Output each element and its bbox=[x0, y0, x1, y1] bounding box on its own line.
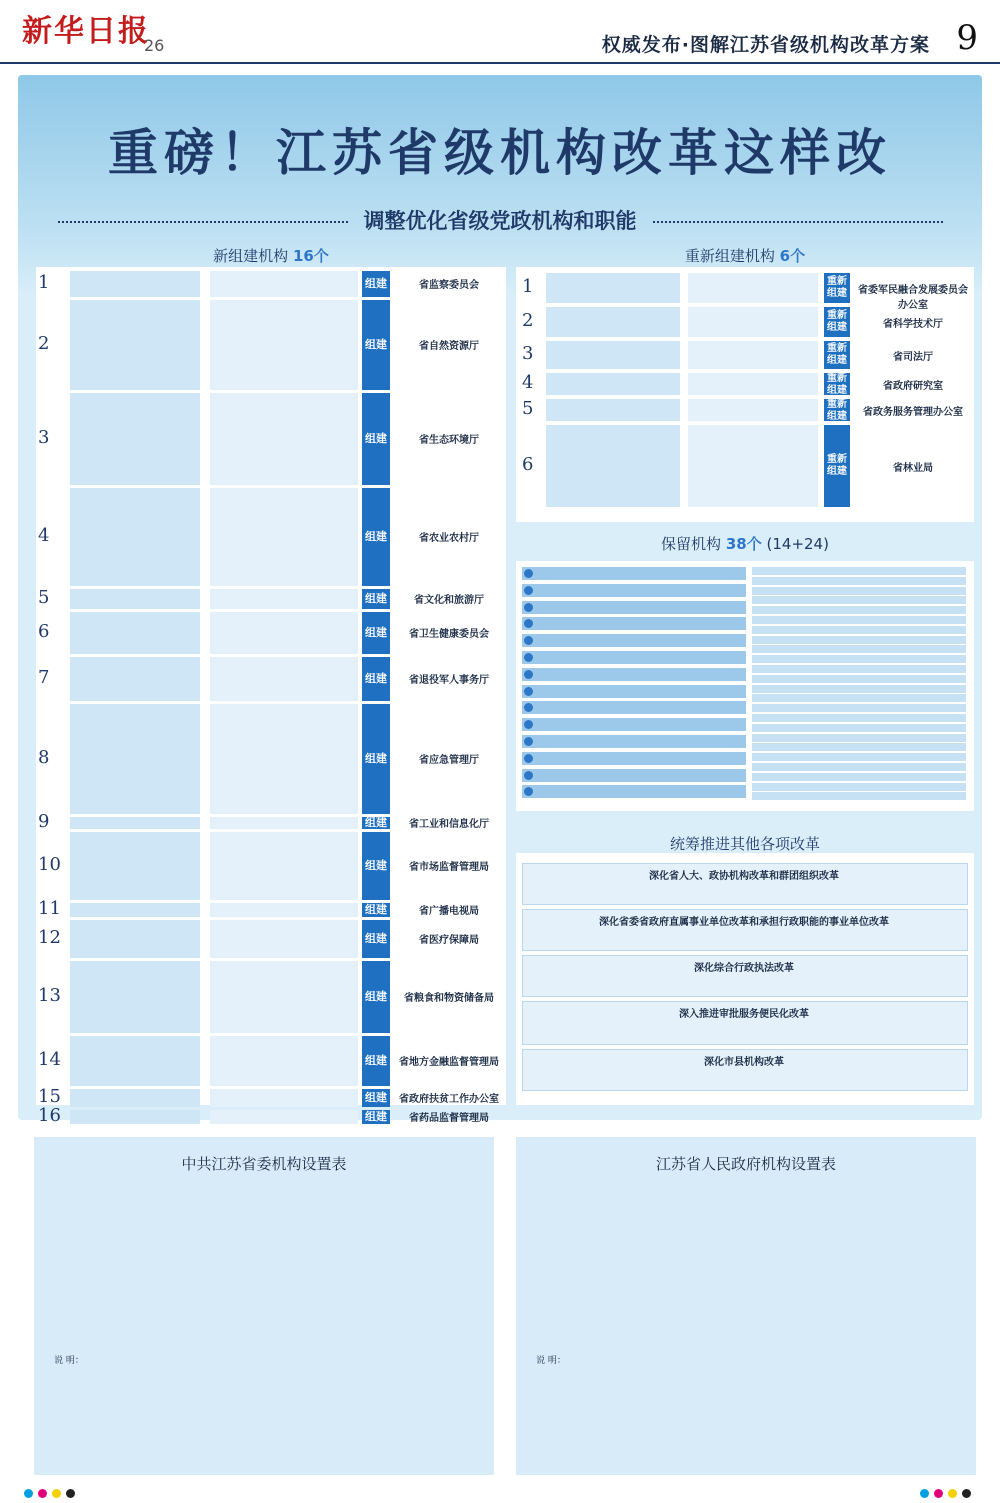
new-row-result: 省政府扶贫工作办公室 bbox=[399, 1094, 499, 1105]
retain-gov-row bbox=[752, 773, 966, 781]
masthead bbox=[0, 0, 1000, 64]
new-row bbox=[70, 393, 200, 485]
new-row-number: 3 bbox=[38, 427, 50, 448]
retain-party-row bbox=[522, 785, 746, 798]
rebuild-row-mid bbox=[688, 273, 818, 303]
rebuild-row-number: 5 bbox=[522, 398, 534, 419]
new-row bbox=[70, 817, 200, 829]
new-row bbox=[70, 300, 200, 390]
new-row-number: 9 bbox=[38, 811, 50, 832]
retain-gov-row bbox=[752, 567, 966, 575]
rebuild-row-result: 省政务服务管理办公室 bbox=[863, 407, 963, 418]
rebuild-row-mid bbox=[688, 307, 818, 337]
new-row-mid bbox=[210, 920, 358, 958]
retain-bullet-icon bbox=[524, 670, 533, 679]
build-tag: 组建 bbox=[362, 961, 390, 1033]
rebuild-tag: 重新组建 bbox=[824, 399, 850, 421]
build-tag: 组建 bbox=[362, 920, 390, 958]
new-row-mid bbox=[210, 488, 358, 586]
rebuild-row-result: 省委军民融合发展委员会办公室 bbox=[858, 285, 968, 311]
newspaper-logo: 新华日报 bbox=[22, 14, 150, 49]
new-row-number: 16 bbox=[38, 1105, 61, 1126]
retain-party-row bbox=[522, 701, 746, 714]
rebuild-tag: 重新组建 bbox=[824, 341, 850, 369]
build-tag: 组建 bbox=[362, 832, 390, 900]
new-row-number: 13 bbox=[38, 985, 61, 1006]
new-row-result: 省农业农村厅 bbox=[419, 533, 479, 544]
new-row-number: 15 bbox=[38, 1086, 61, 1107]
retain-gov-row bbox=[752, 783, 966, 791]
new-row-number: 12 bbox=[38, 927, 61, 948]
issue-day: 26 bbox=[144, 36, 165, 55]
rebuild-tag: 重新组建 bbox=[824, 273, 850, 303]
new-row-number: 4 bbox=[38, 525, 50, 546]
new-row bbox=[70, 920, 200, 958]
build-tag: 组建 bbox=[362, 612, 390, 654]
rebuild-row bbox=[546, 341, 680, 369]
new-col-count: 16个 bbox=[292, 247, 329, 265]
new-row-result: 省退役军人事务厅 bbox=[409, 675, 489, 686]
new-row-mid bbox=[210, 1036, 358, 1086]
other-item-title: 深入推进审批服务便民化改革 bbox=[679, 1009, 809, 1020]
new-row-mid bbox=[210, 393, 358, 485]
retain-party-row bbox=[522, 685, 746, 698]
party-table-title: 中共江苏省委机构设置表 bbox=[181, 1155, 347, 1173]
new-row bbox=[70, 612, 200, 654]
subheading bbox=[18, 205, 982, 235]
retain-bullet-icon bbox=[524, 569, 533, 578]
new-col-label: 新组建机构 bbox=[213, 247, 289, 265]
retain-gov-row bbox=[752, 714, 966, 722]
other-item-title: 深化省人大、政协机构改革和群团组织改革 bbox=[649, 871, 839, 882]
retain-bullet-icon bbox=[524, 687, 533, 696]
retain-party-row bbox=[522, 735, 746, 748]
new-row-mid bbox=[210, 704, 358, 814]
build-tag: 组建 bbox=[362, 1036, 390, 1086]
new-row-result: 省应急管理厅 bbox=[419, 755, 479, 766]
rebuild-row-mid bbox=[688, 399, 818, 421]
new-col-title bbox=[36, 245, 506, 266]
new-row bbox=[70, 832, 200, 900]
new-row-mid bbox=[210, 612, 358, 654]
build-tag: 组建 bbox=[362, 704, 390, 814]
retain-gov-row bbox=[752, 704, 966, 712]
rebuild-tag: 重新组建 bbox=[824, 373, 850, 395]
rebuild-row-number: 2 bbox=[522, 310, 534, 331]
rebuild-col-label: 重新组建机构 bbox=[684, 247, 775, 265]
rebuild-row-mid bbox=[688, 373, 818, 395]
retain-bullet-icon bbox=[524, 737, 533, 746]
build-tag: 组建 bbox=[362, 817, 390, 829]
new-row-number: 2 bbox=[38, 333, 50, 354]
new-row-result: 省生态环境厅 bbox=[419, 435, 479, 446]
new-row-number: 8 bbox=[38, 747, 50, 768]
other-item-title: 深化市县机构改革 bbox=[704, 1057, 784, 1068]
retain-gov-row bbox=[752, 577, 966, 585]
new-row-number: 14 bbox=[38, 1049, 61, 1070]
rebuild-tag: 重新组建 bbox=[824, 425, 850, 507]
retain-gov-row bbox=[752, 743, 966, 751]
rebuild-row-number: 1 bbox=[522, 276, 534, 297]
retain-gov-row bbox=[752, 734, 966, 742]
new-row-mid bbox=[210, 961, 358, 1033]
build-tag: 组建 bbox=[362, 903, 390, 917]
new-list bbox=[36, 267, 506, 1126]
retain-gov-row bbox=[752, 694, 966, 702]
retain-party-row bbox=[522, 634, 746, 647]
new-row-result: 省地方金融监督管理局 bbox=[399, 1057, 499, 1068]
retain-gov-row bbox=[752, 724, 966, 732]
retain-gov-row bbox=[752, 645, 966, 653]
new-row bbox=[70, 488, 200, 586]
build-tag: 组建 bbox=[362, 393, 390, 485]
new-row-result: 省药品监督管理局 bbox=[409, 1113, 489, 1124]
new-row-mid bbox=[210, 1089, 358, 1107]
new-row bbox=[70, 1036, 200, 1086]
retain-title bbox=[516, 533, 974, 554]
retain-bullet-icon bbox=[524, 603, 533, 612]
new-row-result: 省卫生健康委员会 bbox=[409, 629, 489, 640]
new-row-result: 省文化和旅游厅 bbox=[414, 595, 484, 606]
build-tag: 组建 bbox=[362, 300, 390, 390]
rebuild-tag: 重新组建 bbox=[824, 307, 850, 337]
retain-party-row bbox=[522, 567, 746, 580]
new-row-mid bbox=[210, 300, 358, 390]
other-list bbox=[516, 853, 974, 1105]
retain-gov-row bbox=[752, 753, 966, 761]
new-row bbox=[70, 271, 200, 297]
new-row-result: 省市场监督管理局 bbox=[409, 862, 489, 873]
color-dots-right bbox=[920, 1483, 976, 1502]
rebuild-row-number: 4 bbox=[522, 372, 534, 393]
retain-bullet-icon bbox=[524, 653, 533, 662]
retain-gov-row bbox=[752, 665, 966, 673]
build-tag: 组建 bbox=[362, 1110, 390, 1124]
build-tag: 组建 bbox=[362, 1089, 390, 1107]
retain-gov-row bbox=[752, 685, 966, 693]
retain-party-row bbox=[522, 584, 746, 597]
new-row-mid bbox=[210, 589, 358, 609]
new-row-mid bbox=[210, 271, 358, 297]
new-row-number: 10 bbox=[38, 854, 61, 875]
retain-gov-row bbox=[752, 675, 966, 683]
retain-gov-row bbox=[752, 636, 966, 644]
new-row-mid bbox=[210, 817, 358, 829]
gov-table-title: 江苏省人民政府机构设置表 bbox=[655, 1155, 836, 1173]
retain-gov-row bbox=[752, 587, 966, 595]
new-row bbox=[70, 903, 200, 917]
retain-party-row bbox=[522, 601, 746, 614]
new-row-number: 11 bbox=[38, 898, 61, 919]
new-row-number: 5 bbox=[38, 587, 50, 608]
page-number: 9 bbox=[956, 18, 978, 58]
retain-party-row bbox=[522, 668, 746, 681]
retain-list bbox=[516, 561, 974, 811]
new-row-number: 6 bbox=[38, 621, 50, 642]
retain-gov-row bbox=[752, 626, 966, 634]
retain-bullet-icon bbox=[524, 771, 533, 780]
new-row-mid bbox=[210, 1110, 358, 1124]
rebuild-row-number: 6 bbox=[522, 454, 534, 475]
retain-bullet-icon bbox=[524, 586, 533, 595]
rebuild-row bbox=[546, 399, 680, 421]
retain-gov-row bbox=[752, 763, 966, 771]
new-row-result: 省医疗保障局 bbox=[419, 935, 479, 946]
color-bar bbox=[0, 1480, 1000, 1496]
new-row bbox=[70, 961, 200, 1033]
new-row-mid bbox=[210, 657, 358, 701]
other-item-title: 深化省委省政府直属事业单位改革和承担行政职能的事业单位改革 bbox=[599, 917, 889, 928]
new-row-number: 7 bbox=[38, 667, 50, 688]
rebuild-row bbox=[546, 307, 680, 337]
build-tag: 组建 bbox=[362, 488, 390, 586]
new-row bbox=[70, 589, 200, 609]
other-title: 统筹推进其他各项改革 bbox=[669, 835, 820, 853]
new-row bbox=[70, 1089, 200, 1107]
new-row-result: 省监察委员会 bbox=[419, 280, 479, 291]
gov-table bbox=[516, 1137, 976, 1475]
rebuild-row-mid bbox=[688, 341, 818, 369]
build-tag: 组建 bbox=[362, 657, 390, 701]
retain-party-row bbox=[522, 651, 746, 664]
party-table bbox=[34, 1137, 494, 1475]
new-row bbox=[70, 704, 200, 814]
reform-panel bbox=[18, 75, 982, 1126]
new-row-mid bbox=[210, 832, 358, 900]
section-title: 权威发布·图解江苏省级机构改革方案 bbox=[601, 34, 930, 56]
rebuild-list bbox=[516, 267, 974, 522]
new-row-mid bbox=[210, 903, 358, 917]
rebuild-row bbox=[546, 273, 680, 303]
retain-party-row bbox=[522, 617, 746, 630]
new-row-number: 1 bbox=[38, 272, 50, 293]
retain-gov-row bbox=[752, 616, 966, 624]
build-tag: 组建 bbox=[362, 271, 390, 297]
party-note-label: 说 明： bbox=[54, 1356, 84, 1366]
retain-bullet-icon bbox=[524, 754, 533, 763]
rebuild-row bbox=[546, 425, 680, 507]
retain-gov-row bbox=[752, 792, 966, 800]
retain-party-row bbox=[522, 769, 746, 782]
new-row-result: 省粮食和物资储备局 bbox=[404, 993, 494, 1004]
gov-note-label: 说 明： bbox=[536, 1356, 566, 1366]
new-row-result: 省自然资源厅 bbox=[419, 341, 479, 352]
rebuild-row-result: 省司法厅 bbox=[893, 352, 933, 363]
rebuild-row-result: 省科学技术厅 bbox=[883, 319, 943, 330]
date-line bbox=[140, 36, 164, 55]
retain-split: (14+24) bbox=[766, 535, 829, 553]
retain-count: 38个 bbox=[725, 535, 762, 553]
rebuild-row bbox=[546, 373, 680, 395]
new-row bbox=[70, 1110, 200, 1124]
rebuild-col-title bbox=[516, 245, 974, 266]
new-row-result: 省广播电视局 bbox=[419, 906, 479, 917]
retain-gov-row bbox=[752, 606, 966, 614]
rebuild-col-count: 6个 bbox=[779, 247, 806, 265]
retain-party-row bbox=[522, 752, 746, 765]
retain-gov-row bbox=[752, 596, 966, 604]
new-row-result: 省工业和信息化厅 bbox=[409, 819, 489, 830]
build-tag: 组建 bbox=[362, 589, 390, 609]
retain-party-row bbox=[522, 718, 746, 731]
color-dots-left bbox=[24, 1483, 80, 1502]
other-item-title: 深化综合行政执法改革 bbox=[694, 963, 794, 974]
headline: 重磅！江苏省级机构改革这样改 bbox=[108, 124, 892, 182]
subheading-text: 调整优化省级党政机构和职能 bbox=[363, 209, 637, 233]
rebuild-row-mid bbox=[688, 425, 818, 507]
retain-label: 保留机构 bbox=[661, 535, 722, 553]
rebuild-row-result: 省林业局 bbox=[893, 463, 933, 474]
rebuild-row-result: 省政府研究室 bbox=[883, 381, 943, 392]
rebuild-row-number: 3 bbox=[522, 343, 534, 364]
retain-gov-row bbox=[752, 655, 966, 663]
new-row bbox=[70, 657, 200, 701]
